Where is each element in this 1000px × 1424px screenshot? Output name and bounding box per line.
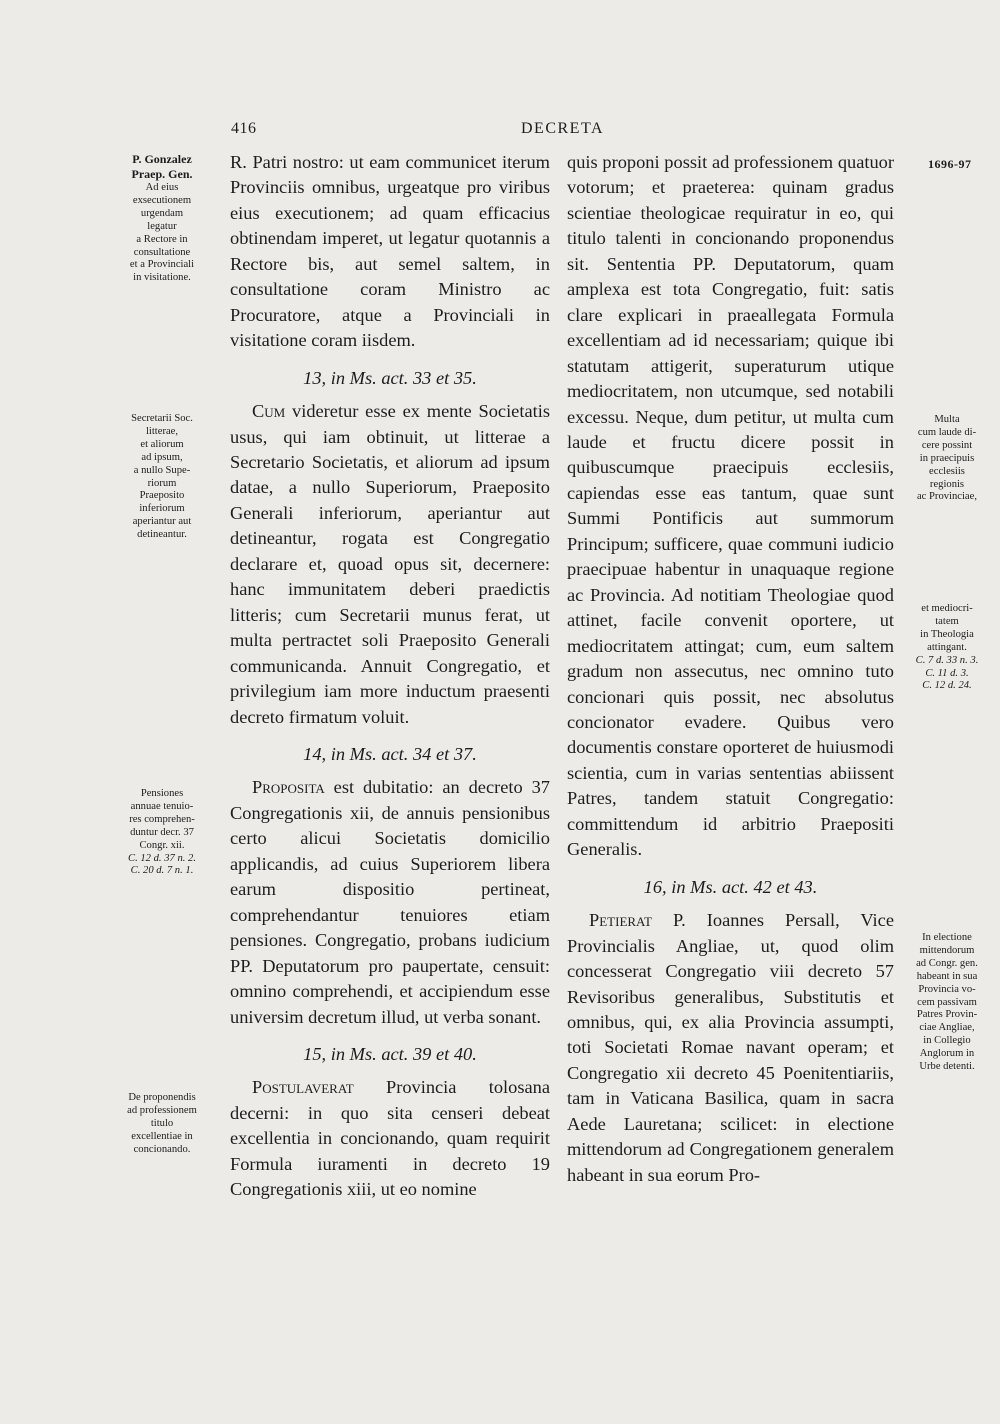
margin-note-line: et a Provinciali — [129, 259, 195, 271]
margin-note-line: et aliorum — [140, 438, 184, 450]
margin-note-line: annuae tenuio- — [130, 800, 194, 812]
margin-note-right-3 — [904, 932, 990, 1074]
margin-note-ref: C. 12 d. 37 n. 2. — [128, 852, 196, 864]
lead-word: Cum — [252, 401, 286, 422]
margin-note-line: titulo — [150, 1117, 174, 1129]
lead-word: Postulaverat — [252, 1077, 354, 1098]
paragraph-text: P. Ioannes Persall, Vice Provincialis Angliae, ut, quod olim concesserat Congregatio viii decreto 57 Revisoribus generalibus, Substitutis et omnibus, qui, ex alia Provincia assumpti, toti Societati Romae navant operam; et Congregatio xii decreto 45 Poenitentiariis, tam in Vaticana Basilica, quam in sacra Aede Lauretana; scilicet: in electione mittendorum ad Congregationem generalem habeant in sua eorum Pro- — [567, 910, 894, 1185]
paragraph-text: videretur esse ex mente Societatis usus, qui iam obtinuit, ut litterae a Secretario Societatis, et aliorum ad ipsum datae, a nullo Superiorum, Praeposito Generali inferiorum, aperiantur aut detineantur, rogata est Congregatio declarare et, quoad opus sit, decernere: hanc immunitatem deberi praedictis litteris; cum Secretarii munus ferat, ut multa pertractet soli Praeposito Generali communicanda. Annuit Congregatio, et privilegium iam more inductum praesenti decreto firmatum voluit. — [230, 401, 550, 727]
margin-note-line: Pensiones — [140, 788, 184, 799]
margin-note-line: ad Congr. gen. — [916, 957, 978, 969]
section-heading: 16, in Ms. act. 42 et 43. — [643, 876, 818, 897]
margin-note-line: ad ipsum, — [141, 451, 183, 463]
paragraph-text: Provincia tolosana decerni: in quo sita censeri debeat excellentia in concionando, quam requirit Formula iuramenti in decreto 19 Congregationis xiii, ut eo nomine — [230, 1077, 550, 1200]
section-heading: 15, in Ms. act. 39 et 40. — [303, 1043, 477, 1064]
margin-note-line: Anglorum in — [919, 1048, 975, 1060]
margin-note-left-2 — [114, 413, 210, 542]
margin-note-line: Congr. xii. — [139, 839, 185, 851]
page-number: 416 — [231, 120, 257, 137]
margin-note-line: detineantur. — [137, 529, 187, 541]
year-tag: 1696-97 — [928, 157, 972, 171]
paragraph — [567, 908, 894, 1188]
lead-word: Petierat — [589, 910, 652, 931]
lead-word: Proposita — [252, 777, 325, 798]
paragraph: R. Patri nostro: ut eam communicet iterum Provinciis omnibus, urgeatque pro viribus eius executionem; ad quam efficacius obtinendam imperet, ut legatur quotannis a Rectore bis, aut semel saltem, in consultatione coram Ministro ac Procuratore, atque a Provinciali in visitatione coram iisdem. — [230, 152, 550, 351]
margin-note-line: a Rectore in — [136, 233, 188, 245]
paragraph — [230, 1075, 550, 1202]
margin-note-line: legatur — [147, 220, 177, 232]
margin-note-line: urgendam — [140, 207, 184, 219]
margin-note-line: in praecipuis — [919, 452, 975, 464]
margin-note-head: Praep. Gen. — [131, 167, 193, 181]
margin-note-line: duntur decr. 37 — [130, 826, 194, 838]
margin-note-line: riorum — [147, 477, 177, 489]
margin-note-line: Multa — [934, 414, 960, 425]
margin-note-line: ac Provinciae, — [916, 491, 977, 503]
margin-note-line: excellentiae in — [131, 1130, 193, 1142]
margin-note-line: et mediocri- — [921, 603, 973, 614]
paragraph: quis proponi possit ad professionem quatuor votorum; et praeterea: quinam gradus scientiae theologicae requiratur in eo, qui titulo talenti in concionando proponendus sit. Sententia PP. Deputatorum, quam amplexa est tota Congregatio, fuit: satis clare explicari in praeallegata Formula excellentiam ad id necessariam; quique ibi statutam attigerit, superaturum utique mediocritatem, non utcumque, sed notabili excessu. Neque, dum petitur, ut multa cum laude et fructu dicere possit in quibuscumque praecipuis ecclesiis, capiendas esse eas tantum, quae sunt Summi Pontificis aut summorum Principum; sufficere, quae communi iudicio praecipuae habentur in unaquaque regione ac Provincia. Ad notitiam Theologiae quod attinet, facile convenit oportere, ut mediocritatem attingat; cum, eum saltem gradum non assecutus, nec omnino tuto concionari quis possit, nec absolutus concionator evadere. Quibus vero documentis constare oporteret de huiusmodi scientia, cum in varias sententias abiissent Patres, tandem statuit Congregatio: committendum id arbitrio Praepositi Generalis. — [567, 152, 894, 860]
margin-note-line: habeant in sua — [916, 970, 978, 982]
margin-note-line: litterae, — [145, 425, 179, 437]
paragraph-text: est dubitatio: an decreto 37 Congregationis xii, de annuis pensionibus certo alicui Societatis domicilio applicandis, ad cuius Superiorem libera earum dispositio pertineat, comprehendantur tenuiores etiam pensiones. Congregatio, probans iudicium PP. Deputatorum pro paupertate, censuit: omnino comprehendi, et accipiendum esse universim decretum illud, ut verba sonant. — [230, 777, 550, 1027]
paragraph — [230, 399, 550, 730]
margin-note-line: ciae Angliae, — [919, 1022, 975, 1034]
margin-note-line: mittendorum — [919, 944, 975, 956]
margin-note-line: aperiantur aut — [132, 516, 192, 528]
margin-note-line: Praeposito — [139, 490, 185, 502]
text-column-left — [230, 150, 550, 1203]
margin-note-ref: C. 20 d. 7 n. 1. — [130, 865, 194, 877]
margin-note-line: tatem — [935, 615, 959, 627]
margin-note-line: De proponendis — [128, 1092, 196, 1103]
margin-note-line: Patres Provin- — [916, 1009, 978, 1021]
margin-note-line: cum laude di- — [917, 426, 977, 438]
margin-note-line: Secretarii Soc. — [131, 413, 193, 424]
paragraph — [230, 775, 550, 1030]
margin-note-ref: C. 12 d. 24. — [922, 680, 972, 692]
margin-note-line: Provincia vo- — [918, 983, 976, 995]
margin-note-line: in Theologia — [920, 628, 974, 640]
margin-note-right-2 — [904, 603, 990, 693]
margin-note-left-3 — [114, 788, 210, 878]
margin-note-line: cere possint — [921, 439, 973, 451]
margin-note-line: a nullo Supe- — [133, 464, 191, 476]
margin-note-line: res comprehen- — [129, 813, 195, 825]
margin-note-ref: C. 7 d. 33 n. 3. — [915, 654, 979, 666]
margin-note-line: In electione — [922, 932, 972, 943]
margin-note-line: ecclesiis — [929, 465, 965, 477]
margin-note-left-4 — [114, 1092, 210, 1157]
margin-note-line: Urbe detenti. — [919, 1061, 975, 1073]
margin-note-line: in Collegio — [923, 1035, 971, 1047]
margin-note-line: attingant. — [927, 641, 967, 653]
text-column-right — [567, 150, 894, 1188]
margin-note-line: regionis — [929, 478, 965, 490]
section-heading: 13, in Ms. act. 33 et 35. — [303, 367, 477, 388]
running-title: DECRETA — [521, 120, 604, 137]
margin-note-ref: C. 11 d. 3. — [925, 667, 969, 679]
margin-note-line: in visitatione. — [133, 272, 191, 284]
section-heading: 14, in Ms. act. 34 et 37. — [303, 743, 477, 764]
margin-note-line: inferiorum — [139, 503, 185, 515]
margin-note-line: consultatione — [133, 246, 191, 258]
margin-note-head: P. Gonzalez — [132, 152, 192, 166]
margin-note-line: concionando. — [133, 1143, 191, 1155]
margin-note-line: Ad eius — [145, 182, 179, 193]
margin-note-line: exsecutionem — [132, 194, 192, 206]
margin-note-line: cem passivam — [917, 996, 977, 1008]
margin-note-left-1 — [114, 152, 210, 285]
margin-note-right-1 — [904, 414, 990, 504]
margin-note-line: ad professionem — [127, 1104, 197, 1116]
